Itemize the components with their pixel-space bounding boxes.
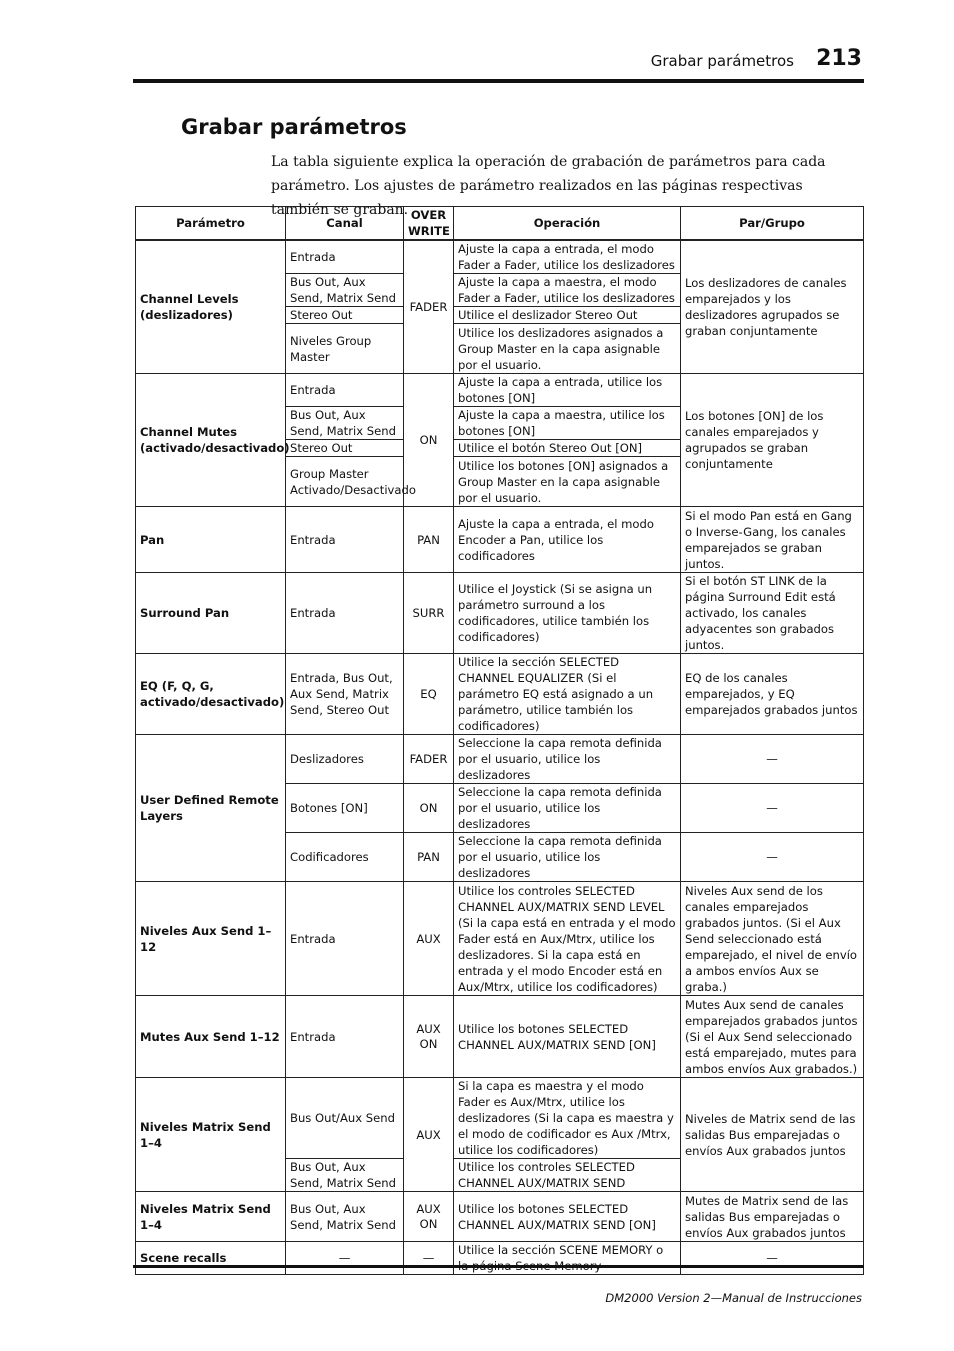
table-row [136,882,864,996]
param-cell: Niveles Matrix Send 1–4 [136,1078,286,1192]
par-grupo-cell: Niveles Aux send de los canales emparejados grabados juntos. (Si el Aux Send seleccionado está emparejado, el nivel de envío a ambos envíos Aux se graba.) [681,882,864,996]
operacion-cell: Ajuste la capa a maestra, el modo Fader a Fader, utilice los deslizadores [454,274,681,307]
header-canal: Canal [286,207,404,241]
overwrite-cell: FADER [404,240,454,374]
canal-cell: Niveles Group Master [286,324,404,374]
table-row [136,1242,864,1275]
header-parametro: Parámetro [136,207,286,241]
par-grupo-cell: Niveles de Matrix send de las salidas Bus emparejadas o envíos Aux grabados juntos [681,1078,864,1192]
overwrite-cell: AUX [404,1078,454,1192]
par-grupo-cell: Si el modo Pan está en Gang o Inverse-Gang, los canales emparejados se graban juntos. [681,507,864,573]
par-grupo-cell: EQ de los canales emparejados, y EQ emparejados grabados juntos [681,654,864,735]
table-header-row [136,207,864,241]
overwrite-cell: PAN [404,507,454,573]
operacion-cell: Utilice los botones SELECTED CHANNEL AUX/MATRIX SEND [ON] [454,996,681,1078]
operacion-cell: Utilice la sección SCENE MEMORY o [454,1242,681,1275]
canal-cell: Bus Out, Aux Send, Matrix Send [286,407,404,440]
canal-cell: Entrada [286,240,404,274]
operacion-cell: Seleccione la capa remota definida por el usuario, utilice los deslizadores [454,833,681,882]
param-cell: Channel Levels (deslizadores) [136,240,286,374]
canal-cell: Entrada, Bus Out, Aux Send, Matrix Send, Stereo Out [286,654,404,735]
canal-cell: Entrada [286,573,404,654]
param-cell: Pan [136,507,286,573]
operacion-cell: Utilice los botones [ON] asignados a Group Master en la capa asignable por el usuario. [454,457,681,507]
operacion-cell: Seleccione la capa remota definida por el usuario, utilice los deslizadores [454,784,681,833]
par-grupo-cell: — [681,833,864,882]
overwrite-cell: AUX ON [404,996,454,1078]
par-grupo-cell: Los botones [ON] de los canales emparejados y agrupados se graban conjuntamente [681,374,864,507]
table-row [136,374,864,407]
canal-cell: Bus Out, Aux Send, Matrix Send [286,1159,404,1192]
operacion-cell: Ajuste la capa a entrada, el modo Fader a Fader, utilice los deslizadores [454,240,681,274]
canal-cell: Bus Out/Aux Send [286,1078,404,1159]
param-cell: Scene recalls [136,1242,286,1275]
header-rule [133,79,864,83]
param-cell: Niveles Aux Send 1–12 [136,882,286,996]
table-row [136,1078,864,1159]
section-title: Grabar parámetros [181,115,407,139]
canal-cell: Bus Out, Aux Send, Matrix Send [286,274,404,307]
canal-cell: Entrada [286,507,404,573]
canal-cell: Stereo Out [286,307,404,324]
header-par-grupo: Par/Grupo [681,207,864,241]
canal-cell: Codificadores [286,833,404,882]
header-overwrite: OVER WRITE [404,207,454,241]
operacion-cell: Utilice los deslizadores asignados a Group Master en la capa asignable por el usuario. [454,324,681,374]
overwrite-cell: ON [404,784,454,833]
canal-cell: Group Master Activado/Desactivado [286,457,404,507]
par-grupo-cell: — [681,784,864,833]
par-grupo-cell: Si el botón ST LINK de la página Surround Edit está activado, los canales adyacentes son grabados juntos. [681,573,864,654]
par-grupo-cell: Mutes de Matrix send de las salidas Bus emparejadas o envíos Aux grabados juntos [681,1192,864,1242]
operacion-cell: Utilice los controles SELECTED CHANNEL AUX/MATRIX SEND LEVEL (Si la capa está en entrada y el modo Fader está en Aux/Mtrx, utilice los deslizadores. Si la capa está en entrada y el modo Encoder está en Aux/Mtrx, utilice los codificadores) [454,882,681,996]
table-row [136,735,864,784]
canal-cell: Botones [ON] [286,784,404,833]
canal-cell: Entrada [286,374,404,407]
footer-text: DM2000 Version 2—Manual de Instrucciones [605,1291,862,1305]
overwrite-cell: ON [404,374,454,507]
operacion-cell: Seleccione la capa remota definida por el usuario, utilice los deslizadores [454,735,681,784]
par-grupo-cell: — [681,1242,864,1275]
param-cell: Surround Pan [136,573,286,654]
par-grupo-cell: Los deslizadores de canales emparejados y los deslizadores agrupados se graban conjuntamente [681,240,864,374]
overwrite-cell: FADER [404,735,454,784]
operacion-cell: Utilice el Joystick (Si se asigna un parámetro surround a los codificadores, utilice también los codificadores) [454,573,681,654]
overwrite-cell: — [404,1242,454,1275]
operacion-cell: Si la capa es maestra y el modo Fader es Aux/Mtrx, utilice los deslizadores (Si la capa es maestra y el modo de codificador es Aux /Mtrx, utilice los codificadores) [454,1078,681,1159]
overwrite-cell: EQ [404,654,454,735]
header-operacion: Operación [454,207,681,241]
table-row [136,573,864,654]
overwrite-cell: PAN [404,833,454,882]
canal-cell: Bus Out, Aux Send, Matrix Send [286,1192,404,1242]
operacion-cell: Ajuste la capa a maestra, utilice los botones [ON] [454,407,681,440]
canal-cell: — [286,1242,404,1275]
operacion-cell: Ajuste la capa a entrada, utilice los botones [ON] [454,374,681,407]
canal-cell: Deslizadores [286,735,404,784]
overwrite-cell: AUX [404,882,454,996]
par-grupo-cell: Mutes Aux send de canales emparejados grabados juntos (Si el Aux Send seleccionado está emparejado, mutes para ambos envíos Aux grabados.) [681,996,864,1078]
operacion-cell: Ajuste la capa a entrada, el modo Encoder a Pan, utilice los codificadores [454,507,681,573]
operacion-cell: Utilice el deslizador Stereo Out [454,307,681,324]
overwrite-cell: SURR [404,573,454,654]
table-row [136,996,864,1078]
canal-cell: Entrada [286,996,404,1078]
parameter-table [135,206,864,1275]
canal-cell: Stereo Out [286,440,404,457]
table-row [136,654,864,735]
table-row [136,240,864,274]
running-header-title: Grabar parámetros [650,52,794,70]
param-cell: User Defined Remote Layers [136,735,286,882]
page-number: 213 [816,46,862,71]
par-grupo-cell: — [681,735,864,784]
operacion-cell: Utilice los botones SELECTED CHANNEL AUX/MATRIX SEND [ON] [454,1192,681,1242]
overwrite-cell: AUX ON [404,1192,454,1242]
table-row [136,1192,864,1242]
table-row [136,507,864,573]
operacion-cell: Utilice los controles SELECTED CHANNEL AUX/MATRIX SEND [454,1159,681,1192]
param-cell: Niveles Matrix Send 1–4 [136,1192,286,1242]
intro-paragraph: La tabla siguiente explica la operación de grabación de parámetros para cada parámetro. Los ajustes de parámetro realizados en las páginas respectivas también se graban. [271,154,826,218]
operacion-cell: Utilice el botón Stereo Out [ON] [454,440,681,457]
param-cell: Channel Mutes (activado/desactivado) [136,374,286,507]
footer-rule [133,1265,864,1268]
param-cell: EQ (F, Q, G, activado/desactivado) [136,654,286,735]
operacion-cell: Utilice la sección SELECTED CHANNEL EQUALIZER (Si el parámetro EQ está asignado a un parámetro, utilice también los codificadores) [454,654,681,735]
canal-cell: Entrada [286,882,404,996]
param-cell: Mutes Aux Send 1–12 [136,996,286,1078]
